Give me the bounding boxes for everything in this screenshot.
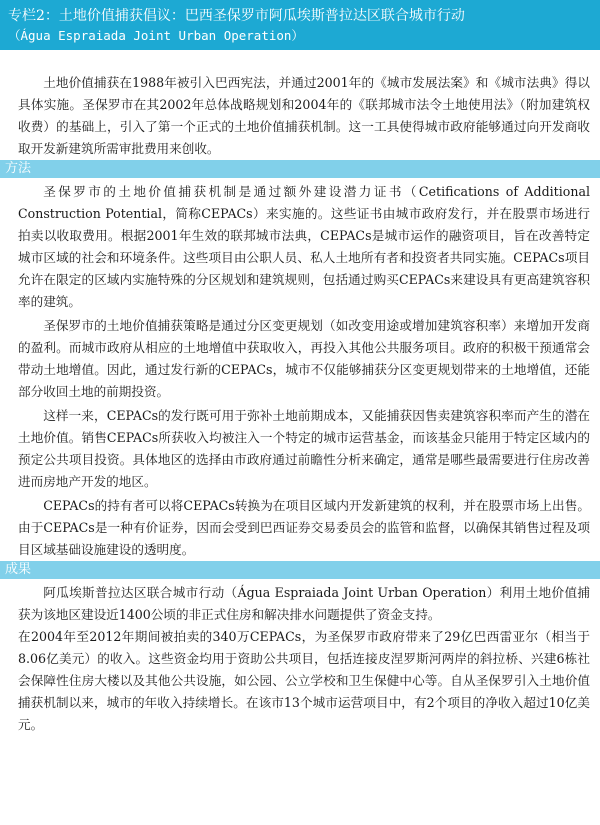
box-subtitle: （Água Espraiada Joint Urban Operation） [8, 28, 304, 43]
box-title: 专栏2：土地价值捕获倡议：巴西圣保罗市阿瓜埃斯普拉达区联合城市行动 [8, 8, 465, 24]
results-paragraph-1: 阿瓜埃斯普拉达区联合城市行动（Água Espraiada Joint Urban Operation）利用土地价值捕获为该地区建设近1400公顷的非正式住房和解决排水问题提供了资金支持。 [18, 585, 590, 622]
section-heading-results: 成果 [0, 561, 600, 579]
intro-paragraph: 土地价值捕获在1988年被引入巴西宪法，并通过2001年的《城市发展法案》和《城市法典》得以具体实施。圣保罗市在其2002年总体战略规划和2004年的《联邦城市法令土地使用法》（附加建筑权收费）的基础上，引入了第一个正式的土地价值捕获机制。这一工具使得城市政府能够通过向开发商收取开发新建筑所需审批费用来创收。 [18, 75, 590, 156]
method-paragraph-4: CEPACs的持有者可以将CEPACs转换为在项目区域内开发新建筑的权利，并在股票市场上出售。由于CEPACs是一种有价证券，因而会受到巴西证券交易委员会的监管和监督，以确保其销售过程及项目区域基础设施建设的透明度。 [18, 498, 590, 557]
method-paragraph-1: 圣保罗市的土地价值捕获机制是通过额外建设潜力证书（Cetifications of Additional Construction Potential，简称CEPACs）来实施的。这些证书由城市政府发行，并在股票市场进行拍卖以收取费用。根据2001年生效的联邦城市法典，CEPACs是城市运作的融资项目，旨在改善特定城市区域的社会和环境条件。这些项目由公职人员、私人土地所有者和投资者共同实施。CEPACs项目允许在限定的区域内实施特殊的分区规划和建筑规则，包括通过购买CEPACs来建设具有更高建筑容积率的建筑。 [18, 184, 590, 309]
section-heading-method: 方法 [0, 160, 600, 178]
box-header [0, 0, 600, 50]
method-paragraph-3: 这样一来，CEPACs的发行既可用于弥补土地前期成本，又能捕获因售卖建筑容积率而产生的潜在土地价值。销售CEPACs所获收入均被注入一个特定的城市运营基金，而该基金只能用于特定区域内的预定公共项目投资。具体地区的选择由市政府通过前瞻性分析来确定，通常是哪些最需要进行住房改善进而房地产开发的地区。 [18, 408, 590, 489]
results-paragraph-2: 在2004年至2012年期间被拍卖的340万CEPACs，为圣保罗市政府带来了29亿巴西雷亚尔（相当于8.06亿美元）的收入。这些资金均用于资助公共项目，包括连接皮涅罗斯河两岸的斜拉桥、兴建6栋社会保障性住房大楼以及其他公共设施，如公园、公立学校和卫生保健中心等。自从圣保罗引入土地价值捕获机制以来，城市的年收入持续增长。在该市13个城市运营项目中，有2个项目的净收入超过10亿美元。 [18, 629, 590, 732]
method-paragraph-2: 圣保罗市的土地价值捕获策略是通过分区变更规划（如改变用途或增加建筑容积率）来增加开发商的盈利。而城市政府从相应的土地增值中获取收入，再投入其他公共服务项目。政府的积极干预通常会带动土地增值。因此，通过发行新的CEPACs，城市不仅能够捕获分区变更规划带来的土地增值，还能部分收回土地的前期投资。 [18, 318, 590, 399]
